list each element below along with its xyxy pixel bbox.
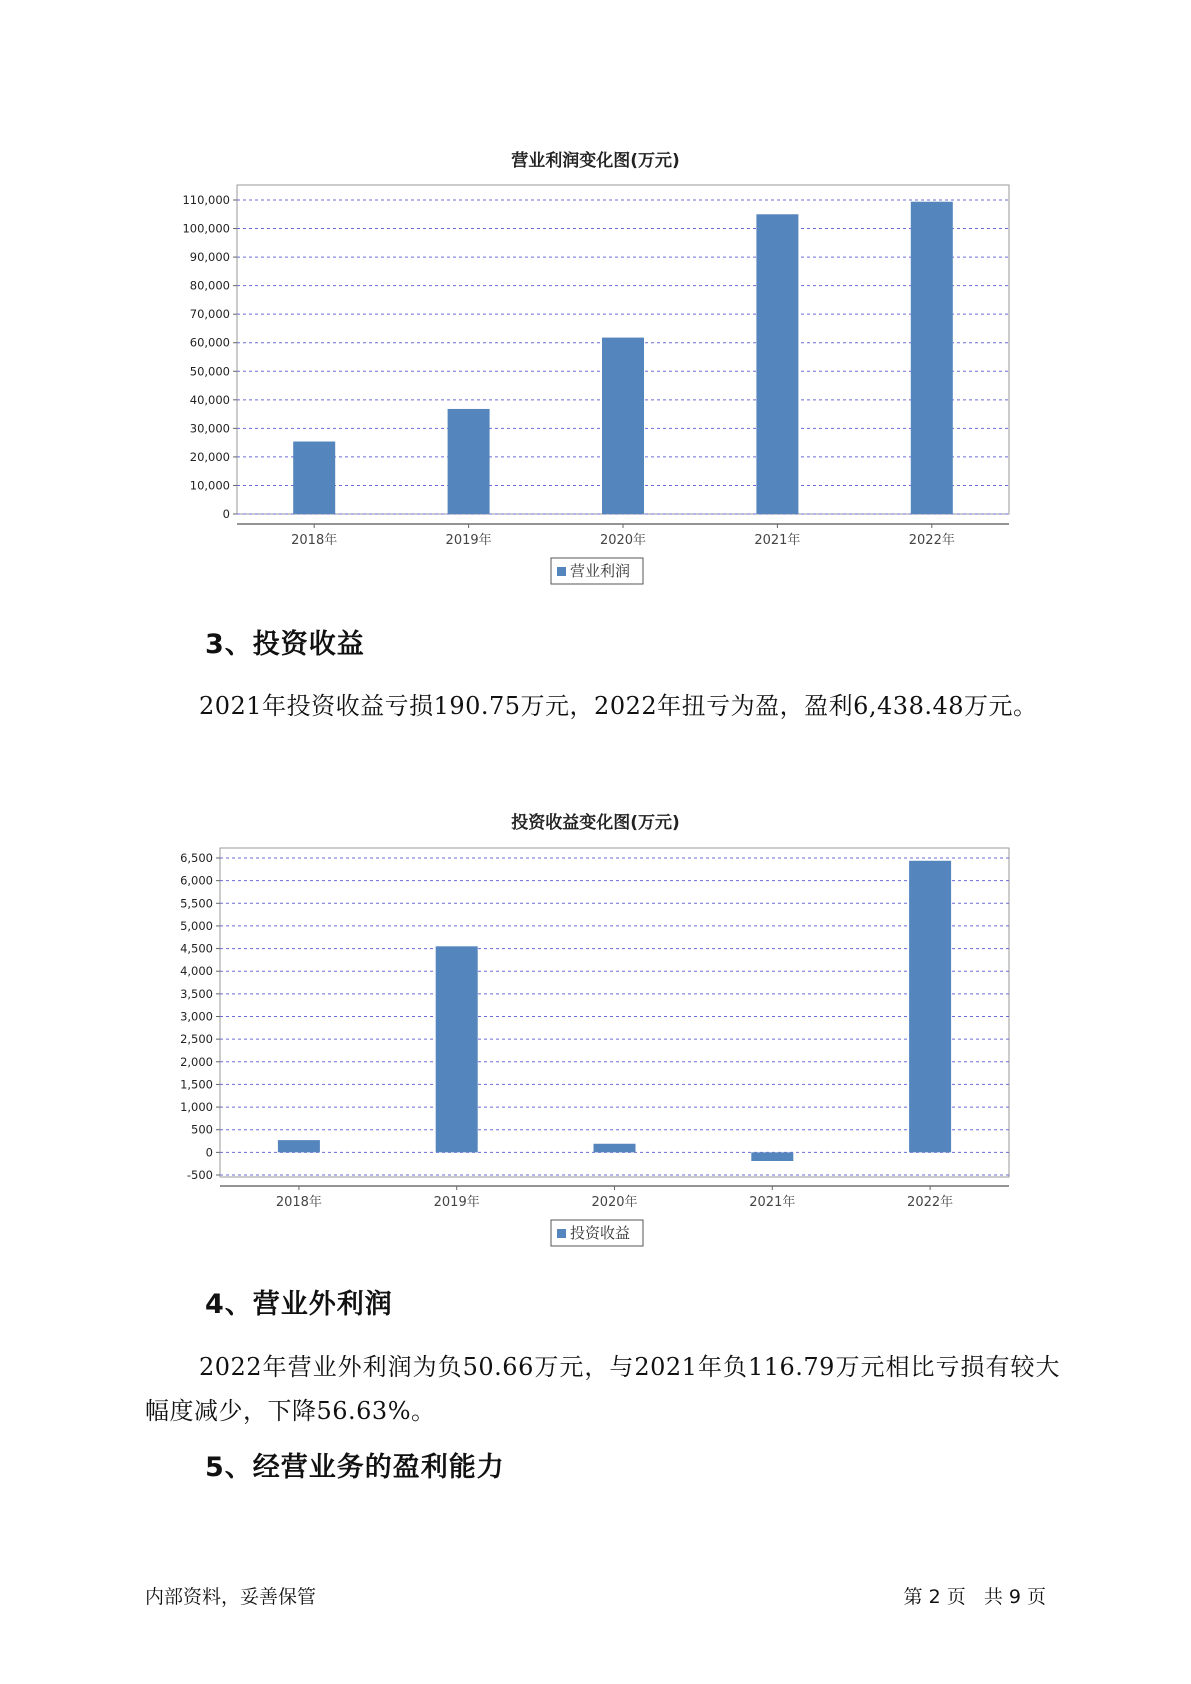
chart1-bar [911, 202, 953, 514]
chart2-y-tick-label: 5,000 [180, 918, 213, 933]
chart1-y-tick-label: 90,000 [189, 250, 230, 265]
chart1-y-tick-label: 50,000 [189, 364, 230, 379]
chart2-bar [594, 1144, 636, 1153]
chart1-x-tick-label: 2019年 [445, 533, 492, 548]
section3-heading: 3、投资收益 [205, 629, 365, 660]
chart1-legend [551, 558, 643, 584]
chart2-y-tick-label: -500 [186, 1168, 213, 1182]
chart1-y-tick-label: 0 [222, 507, 230, 521]
section4-paragraph: 2022年营业外利润为负50.66万元，与2021年负116.79万元相比亏损有较大幅度减少，下降56.63%。 [145, 1353, 1060, 1425]
chart2-x-tick-label: 2022年 [907, 1195, 954, 1210]
chart2-y-tick-label: 6,500 [180, 851, 213, 865]
chart2-y-tick-label: 0 [205, 1145, 213, 1160]
chart2-x-tick-label: 2020年 [591, 1195, 638, 1210]
chart2-y-tick-label: 4,000 [180, 964, 213, 979]
section5-heading: 5、经营业务的盈利能力 [205, 1452, 505, 1483]
chart2-legend [551, 1220, 643, 1246]
chart2-y-tick-label: 3,000 [180, 1009, 213, 1024]
chart2-bar [909, 861, 951, 1153]
chart2-bar [278, 1140, 320, 1152]
chart2-y-tick-label: 2,500 [180, 1032, 213, 1047]
chart1-y-tick-label: 20,000 [189, 449, 230, 464]
chart1-x-tick-label: 2021年 [754, 533, 801, 548]
chart1-y-tick-label: 110,000 [182, 193, 230, 207]
chart2-y-tick-label: 1,000 [180, 1100, 213, 1115]
chart2-y-tick-label: 3,500 [180, 986, 213, 1001]
chart2-bar [436, 946, 478, 1152]
chart1-x-tick-label: 2018年 [291, 533, 338, 548]
chart2-x-tick-label: 2018年 [275, 1195, 322, 1210]
chart1-bar [293, 441, 335, 514]
section4-heading: 4、营业外利润 [205, 1289, 393, 1320]
chart1-y-tick-label: 60,000 [189, 335, 230, 350]
chart1-y-tick-label: 40,000 [189, 392, 230, 407]
section3-paragraph: 2021年投资收益亏损190.75万元，2022年扭亏为盈，盈利6,438.48万元。 [199, 692, 1038, 720]
chart2-y-tick-label: 1,500 [180, 1077, 213, 1092]
chart1-legend-swatch [557, 567, 566, 576]
chart2-legend-swatch [557, 1229, 566, 1238]
operating-profit-chart [0, 150, 1191, 580]
chart1-y-tick-label: 10,000 [189, 478, 230, 493]
chart1-y-tick-label: 70,000 [189, 307, 230, 322]
investment-income-chart [0, 812, 1191, 1252]
chart2-plot-area [220, 848, 1009, 1177]
chart2-y-tick-label: 6,000 [180, 873, 213, 888]
chart2-y-tick-label: 4,500 [180, 941, 213, 956]
chart1-bar [602, 338, 644, 514]
chart1-y-tick-label: 80,000 [189, 278, 230, 293]
footer-page-number: 第 2 页 共 9 页 [903, 1586, 1046, 1608]
chart1-x-tick-label: 2022年 [908, 533, 955, 548]
chart2-x-tick-label: 2019年 [433, 1195, 480, 1210]
chart1-y-tick-label: 30,000 [189, 421, 230, 436]
chart1-legend-label: 营业利润 [570, 562, 631, 580]
chart2-title: 投资收益变化图(万元) [511, 813, 680, 833]
chart1-x-tick-label: 2020年 [599, 533, 647, 548]
chart2-legend-label: 投资收益 [570, 1224, 631, 1242]
chart1-title: 营业利润变化图(万元) [511, 151, 680, 171]
chart1-bar [756, 214, 798, 514]
chart2-y-tick-label: 5,500 [180, 896, 213, 911]
chart2-y-tick-label: 500 [191, 1122, 213, 1137]
chart1-y-tick-label: 100,000 [182, 221, 230, 236]
chart2-x-tick-label: 2021年 [749, 1195, 796, 1210]
footer-confidential-note: 内部资料，妥善保管 [145, 1586, 317, 1608]
chart2-bar [751, 1152, 793, 1161]
chart1-bar [448, 409, 490, 514]
chart2-y-tick-label: 2,000 [180, 1054, 213, 1069]
